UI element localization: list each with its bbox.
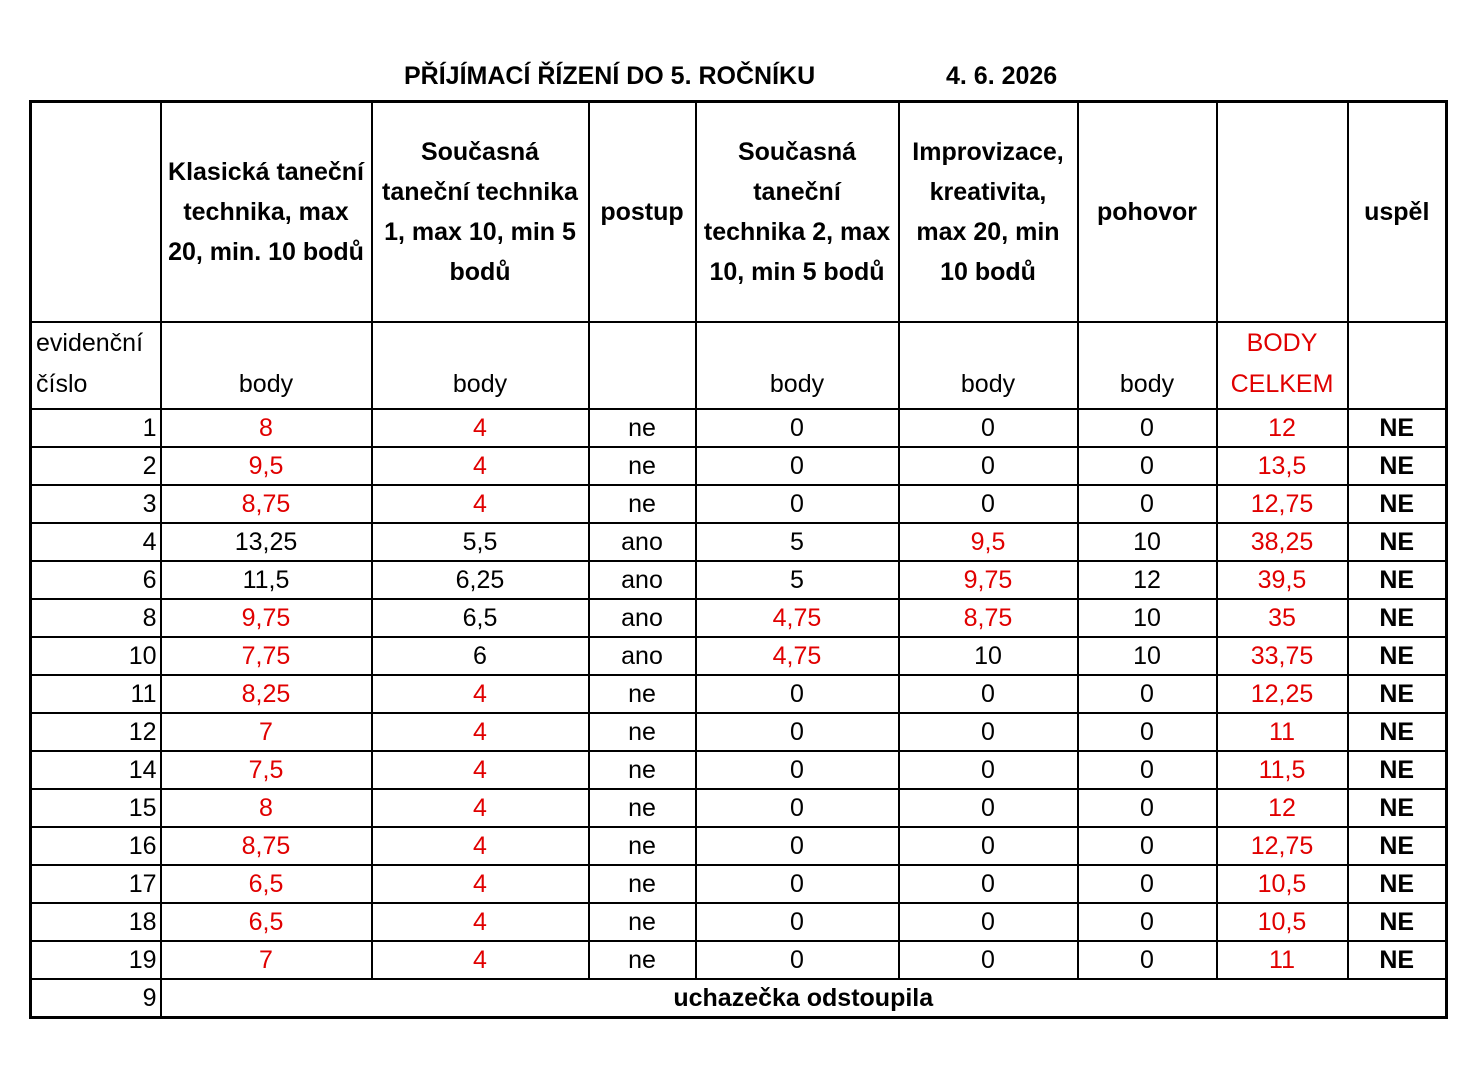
soucasna-1-score-cell: 4 (372, 485, 589, 523)
soucasna-2-score-cell: 0 (696, 751, 899, 789)
page-title: PŘÍJÍMACÍ ŘÍZENÍ DO 5. ROČNÍKU (404, 62, 816, 90)
table-row (31, 599, 1447, 637)
table-row (31, 789, 1447, 827)
result-cell: NE (1348, 523, 1447, 561)
table-row (31, 713, 1447, 751)
pohovor-score-cell: 0 (1078, 789, 1217, 827)
header-klasicka: Klasická taneční technika, max 20, min. 10 bodů (161, 102, 372, 323)
soucasna-1-score-cell: 6,25 (372, 561, 589, 599)
pohovor-score-cell: 0 (1078, 485, 1217, 523)
exam-date: 4. 6. 2026 (946, 62, 1058, 90)
klasicka-score-cell: 9,75 (161, 599, 372, 637)
klasicka-score-cell: 9,5 (161, 447, 372, 485)
result-cell: NE (1348, 637, 1447, 675)
improvizace-score-cell: 0 (899, 485, 1078, 523)
candidate-id-cell: 2 (31, 447, 161, 485)
total-score-cell: 10,5 (1217, 903, 1348, 941)
subheader-evidencni: evidenční číslo (31, 322, 161, 409)
subheader-body: body (161, 322, 372, 409)
pohovor-score-cell: 0 (1078, 675, 1217, 713)
soucasna-2-score-cell: 4,75 (696, 637, 899, 675)
subheader-empty (589, 322, 696, 409)
improvizace-score-cell: 0 (899, 827, 1078, 865)
candidate-id-cell: 11 (31, 675, 161, 713)
soucasna-1-score-cell: 6 (372, 637, 589, 675)
klasicka-score-cell: 6,5 (161, 903, 372, 941)
pohovor-score-cell: 10 (1078, 637, 1217, 675)
header-total-empty (1217, 102, 1348, 323)
table-row (31, 751, 1447, 789)
soucasna-1-score-cell: 4 (372, 713, 589, 751)
improvizace-score-cell: 10 (899, 637, 1078, 675)
postup-cell: ne (589, 485, 696, 523)
postup-cell: ne (589, 789, 696, 827)
soucasna-1-score-cell: 4 (372, 941, 589, 979)
klasicka-score-cell: 7 (161, 941, 372, 979)
postup-cell: ne (589, 447, 696, 485)
result-cell: NE (1348, 599, 1447, 637)
postup-cell: ano (589, 561, 696, 599)
postup-cell: ano (589, 599, 696, 637)
soucasna-1-score-cell: 6,5 (372, 599, 589, 637)
candidate-id-cell: 16 (31, 827, 161, 865)
subheader-empty (1348, 322, 1447, 409)
withdrawn-row (31, 979, 1447, 1018)
improvizace-score-cell: 0 (899, 713, 1078, 751)
total-score-cell: 10,5 (1217, 865, 1348, 903)
soucasna-2-score-cell: 0 (696, 789, 899, 827)
improvizace-score-cell: 0 (899, 941, 1078, 979)
soucasna-2-score-cell: 0 (696, 485, 899, 523)
result-cell: NE (1348, 485, 1447, 523)
soucasna-2-score-cell: 5 (696, 523, 899, 561)
candidate-id-cell: 19 (31, 941, 161, 979)
candidate-id-cell: 1 (31, 409, 161, 447)
soucasna-1-score-cell: 5,5 (372, 523, 589, 561)
table-row (31, 561, 1447, 599)
klasicka-score-cell: 8,75 (161, 827, 372, 865)
total-score-cell: 12,75 (1217, 827, 1348, 865)
result-cell: NE (1348, 789, 1447, 827)
total-score-cell: 11 (1217, 713, 1348, 751)
postup-cell: ne (589, 865, 696, 903)
result-cell: NE (1348, 865, 1447, 903)
soucasna-1-score-cell: 4 (372, 751, 589, 789)
header-improvizace: Improvizace, kreativita, max 20, min 10 bodů (899, 102, 1078, 323)
pohovor-score-cell: 12 (1078, 561, 1217, 599)
pohovor-score-cell: 0 (1078, 827, 1217, 865)
klasicka-score-cell: 8 (161, 789, 372, 827)
soucasna-2-score-cell: 0 (696, 675, 899, 713)
subheader-body: body (372, 322, 589, 409)
improvizace-score-cell: 9,75 (899, 561, 1078, 599)
pohovor-score-cell: 0 (1078, 903, 1217, 941)
pohovor-score-cell: 10 (1078, 599, 1217, 637)
result-cell: NE (1348, 675, 1447, 713)
soucasna-1-score-cell: 4 (372, 789, 589, 827)
soucasna-2-score-cell: 0 (696, 827, 899, 865)
postup-cell: ano (589, 523, 696, 561)
improvizace-score-cell: 0 (899, 903, 1078, 941)
klasicka-score-cell: 6,5 (161, 865, 372, 903)
klasicka-score-cell: 13,25 (161, 523, 372, 561)
soucasna-2-score-cell: 0 (696, 713, 899, 751)
subheader-body: body (696, 322, 899, 409)
soucasna-1-score-cell: 4 (372, 865, 589, 903)
header-row (31, 102, 1447, 323)
subheader-celkem: BODY CELKEM (1217, 322, 1348, 409)
candidate-id-cell: 8 (31, 599, 161, 637)
table-row (31, 903, 1447, 941)
pohovor-score-cell: 0 (1078, 941, 1217, 979)
candidate-id-cell: 17 (31, 865, 161, 903)
table-row (31, 865, 1447, 903)
candidate-id-cell: 18 (31, 903, 161, 941)
total-score-cell: 11 (1217, 941, 1348, 979)
table-row (31, 485, 1447, 523)
soucasna-2-score-cell: 0 (696, 941, 899, 979)
candidate-id-cell: 4 (31, 523, 161, 561)
total-score-cell: 39,5 (1217, 561, 1348, 599)
result-cell: NE (1348, 827, 1447, 865)
postup-cell: ne (589, 751, 696, 789)
result-cell: NE (1348, 751, 1447, 789)
subheader-body: body (899, 322, 1078, 409)
table-row (31, 941, 1447, 979)
improvizace-score-cell: 0 (899, 447, 1078, 485)
klasicka-score-cell: 7,75 (161, 637, 372, 675)
subheader-row (31, 322, 1447, 409)
total-score-cell: 35 (1217, 599, 1348, 637)
soucasna-1-score-cell: 4 (372, 409, 589, 447)
postup-cell: ne (589, 409, 696, 447)
header-pohovor: pohovor (1078, 102, 1217, 323)
header-soucasna-2: Současná taneční technika 2, max 10, min 5 bodů (696, 102, 899, 323)
pohovor-score-cell: 10 (1078, 523, 1217, 561)
total-score-cell: 33,75 (1217, 637, 1348, 675)
result-cell: NE (1348, 409, 1447, 447)
table-row (31, 447, 1447, 485)
result-cell: NE (1348, 713, 1447, 751)
result-cell: NE (1348, 561, 1447, 599)
soucasna-1-score-cell: 4 (372, 447, 589, 485)
table-row (31, 827, 1447, 865)
candidate-id-cell: 15 (31, 789, 161, 827)
header-empty-cell (31, 102, 161, 323)
total-score-cell: 12,25 (1217, 675, 1348, 713)
candidate-id-cell: 6 (31, 561, 161, 599)
postup-cell: ne (589, 941, 696, 979)
soucasna-2-score-cell: 0 (696, 447, 899, 485)
total-score-cell: 11,5 (1217, 751, 1348, 789)
table-row (31, 637, 1447, 675)
soucasna-1-score-cell: 4 (372, 675, 589, 713)
pohovor-score-cell: 0 (1078, 409, 1217, 447)
header-uspel: uspěl (1348, 102, 1447, 323)
klasicka-score-cell: 8 (161, 409, 372, 447)
result-cell: NE (1348, 903, 1447, 941)
postup-cell: ano (589, 637, 696, 675)
improvizace-score-cell: 0 (899, 409, 1078, 447)
postup-cell: ne (589, 675, 696, 713)
table-row (31, 675, 1447, 713)
soucasna-1-score-cell: 4 (372, 827, 589, 865)
soucasna-2-score-cell: 0 (696, 865, 899, 903)
header-soucasna-1: Současná taneční technika 1, max 10, min 5 bodů (372, 102, 589, 323)
improvizace-score-cell: 0 (899, 789, 1078, 827)
klasicka-score-cell: 8,25 (161, 675, 372, 713)
klasicka-score-cell: 7 (161, 713, 372, 751)
table-row (31, 523, 1447, 561)
klasicka-score-cell: 7,5 (161, 751, 372, 789)
result-cell: NE (1348, 941, 1447, 979)
pohovor-score-cell: 0 (1078, 447, 1217, 485)
total-score-cell: 12 (1217, 409, 1348, 447)
improvizace-score-cell: 9,5 (899, 523, 1078, 561)
candidate-id-cell: 9 (31, 979, 161, 1018)
improvizace-score-cell: 0 (899, 751, 1078, 789)
candidate-id-cell: 14 (31, 751, 161, 789)
klasicka-score-cell: 11,5 (161, 561, 372, 599)
postup-cell: ne (589, 827, 696, 865)
header-postup: postup (589, 102, 696, 323)
improvizace-score-cell: 0 (899, 675, 1078, 713)
pohovor-score-cell: 0 (1078, 865, 1217, 903)
total-score-cell: 38,25 (1217, 523, 1348, 561)
subheader-body: body (1078, 322, 1217, 409)
postup-cell: ne (589, 903, 696, 941)
candidate-id-cell: 12 (31, 713, 161, 751)
candidate-id-cell: 3 (31, 485, 161, 523)
klasicka-score-cell: 8,75 (161, 485, 372, 523)
soucasna-2-score-cell: 5 (696, 561, 899, 599)
total-score-cell: 12,75 (1217, 485, 1348, 523)
postup-cell: ne (589, 713, 696, 751)
soucasna-2-score-cell: 0 (696, 409, 899, 447)
total-score-cell: 12 (1217, 789, 1348, 827)
improvizace-score-cell: 0 (899, 865, 1078, 903)
results-table (29, 100, 1448, 1019)
soucasna-1-score-cell: 4 (372, 903, 589, 941)
withdrawn-note: uchazečka odstoupila (161, 979, 1447, 1018)
table-row (31, 409, 1447, 447)
total-score-cell: 13,5 (1217, 447, 1348, 485)
improvizace-score-cell: 8,75 (899, 599, 1078, 637)
candidate-id-cell: 10 (31, 637, 161, 675)
soucasna-2-score-cell: 4,75 (696, 599, 899, 637)
soucasna-2-score-cell: 0 (696, 903, 899, 941)
result-cell: NE (1348, 447, 1447, 485)
pohovor-score-cell: 0 (1078, 713, 1217, 751)
pohovor-score-cell: 0 (1078, 751, 1217, 789)
